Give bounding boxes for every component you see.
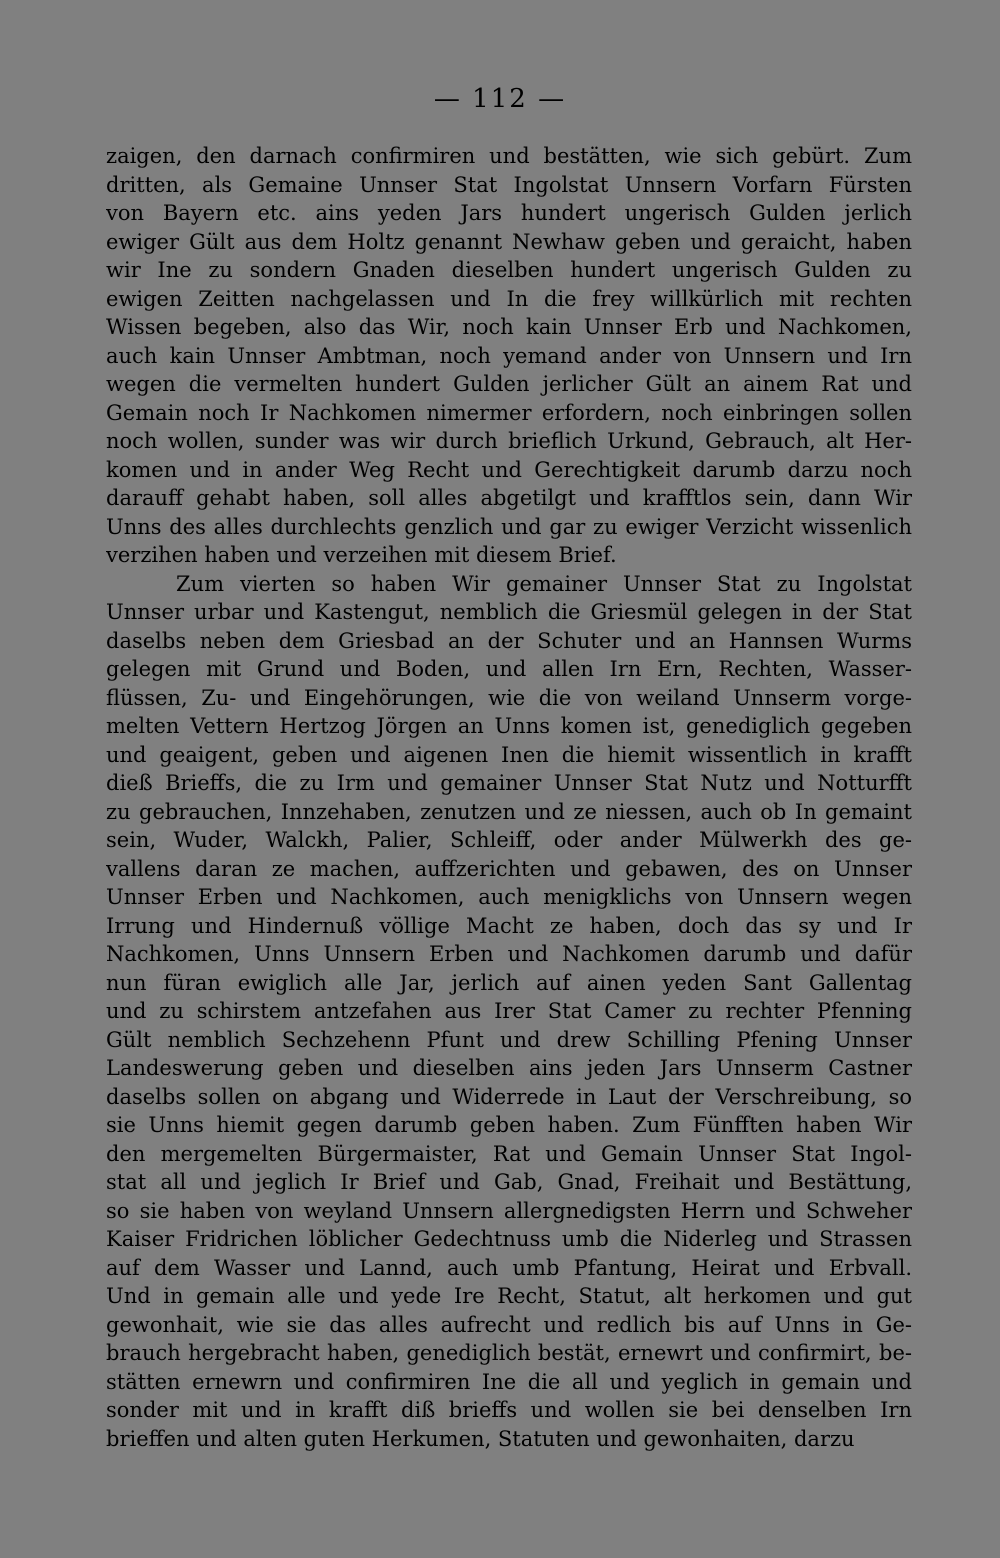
text-line: und geaigent, geben und aigenen Inen die hiemit wissentlich in krafft [106, 742, 912, 767]
text-line: darauff gehabt haben, soll alles abgetilgt und krafftlos sein, dann Wir [106, 486, 912, 510]
text-line: sein, Wuder, Walckh, Palier, Schleiff, oder ander Mülwerkh des ge- [106, 828, 912, 852]
text-line: Wissen begeben, also das Wir, noch kain Unnser Erb und Nachkomen, [106, 315, 912, 339]
text-line: brauch hergebracht haben, genediglich bestät, ernewrt und confirmirt, be- [106, 1341, 912, 1365]
text-line: vallens daran ze machen, auffzerichten und gebawen, des on Unnser [106, 856, 912, 881]
text-line: melten Vettern Hertzog Jörgen an Unns komen ist, genediglich gegeben [106, 714, 912, 738]
text-line: verzihen haben und verzeihen mit diesem Brief. [106, 543, 617, 567]
text-line: von Bayern etc. ains yeden Jars hundert ungerisch Gulden jerlich [106, 201, 912, 225]
text-line: sie Unns hiemit gegen darumb geben haben. Zum Fünfften haben Wir [106, 1113, 912, 1137]
text-line: Landeswerung geben und dieselben ains jeden Jars Unnserm Castner [106, 1056, 912, 1080]
text-line: Unnser urbar und Kastengut, nemblich die Griesmül gelegen in der Stat [106, 600, 912, 624]
text-line: sonder mit und in krafft diß brieffs und wollen sie bei denselben Irn [106, 1398, 912, 1422]
text-line: Gült nemblich Sechzehenn Pfunt und drew Schilling Pfening Unnser [106, 1027, 912, 1052]
text-line: dieß Brieffs, die zu Irm und gemainer Unnser Stat Nutz und Notturfft [106, 771, 912, 795]
text-line: gewonhait, wie sie das alles aufrecht und redlich bis auf Unns in Ge- [106, 1312, 912, 1337]
text-line: zaigen, den darnach confirmiren und bestätten, wie sich gebürt. Zum [106, 144, 912, 168]
text-line: den mergemelten Bürgermaister, Rat und Gemain Unnser Stat Ingol- [106, 1141, 912, 1166]
text-line: noch wollen, sunder was wir durch brieflich Urkund, Gebrauch, alt Her- [106, 429, 912, 453]
text-line: gelegen mit Grund und Boden, und allen Irn Ern, Rechten, Wasser- [106, 657, 912, 681]
body-text [106, 142, 912, 1453]
text-line: und zu schirstem antzefahen aus Irer Stat Camer zu rechter Pfenning [106, 999, 912, 1023]
text-line: ewiger Gült aus dem Holtz genannt Newhaw geben und geraicht, haben [106, 229, 912, 254]
text-line: Nachkomen, Unns Unnsern Erben und Nachkomen darumb und dafür [106, 942, 912, 966]
text-line: daselbs neben dem Griesbad an der Schuter und an Hannsen Wurms [106, 628, 912, 653]
text-line: Zum vierten so haben Wir gemainer Unnser Stat zu Ingolstat [176, 571, 912, 596]
text-line: daselbs sollen on abgang und Widerrede in Laut der Verschreibung, so [106, 1084, 912, 1109]
text-line: flüssen, Zu- und Eingehörungen, wie die von weiland Unnserm vorge- [106, 685, 912, 710]
text-line: stat all und jeglich Ir Brief und Gab, Gnad, Freihait und Bestättung, [106, 1170, 912, 1194]
text-line: Unns des alles durchlechts genzlich und gar zu ewiger Verzicht wissenlich [106, 514, 912, 539]
text-line: Unnser Erben und Nachkomen, auch menigklichs von Unnsern wegen [106, 885, 912, 909]
text-line: wegen die vermelten hundert Gulden jerlicher Gült an ainem Rat und [106, 372, 912, 396]
text-line: ewigen Zeitten nachgelassen und In die frey willkürlich mit rechten [106, 286, 912, 311]
text-line: komen und in ander Weg Recht und Gerechtigkeit darumb darzu noch [106, 457, 912, 482]
text-line: Gemain noch Ir Nachkomen nimermer erfordern, noch einbringen sollen [106, 400, 912, 425]
text-line: nun füran ewiglich alle Jar, jerlich auf ainen yeden Sant Gallentag [106, 970, 912, 995]
text-line: Und in gemain alle und yede Ire Recht, Statut, alt herkomen und gut [106, 1284, 912, 1308]
text-line: stätten ernewrn und confirmiren Ine die all und yeglich in gemain und [106, 1369, 912, 1394]
text-line: zu gebrauchen, Innzehaben, zenutzen und ze niessen, auch ob In gemaint [106, 799, 912, 824]
page-number: — 112 — [433, 84, 567, 114]
text-line: wir Ine zu sondern Gnaden dieselben hundert ungerisch Gulden zu [106, 258, 912, 282]
text-line: Kaiser Fridrichen löblicher Gedechtnuss umb die Niderleg und Strassen [106, 1227, 912, 1251]
text-line: brieffen und alten guten Herkumen, Statuten und gewonhaiten, darzu [106, 1426, 855, 1451]
text-line: auf dem Wasser und Lannd, auch umb Pfantung, Heirat und Erbvall. [106, 1255, 912, 1280]
text-line: auch kain Unnser Ambtman, noch yemand ander von Unnsern und Irn [106, 343, 912, 368]
text-line: so sie haben von weyland Unnsern allergnedigsten Herrn und Schweher [106, 1198, 912, 1223]
text-line: Irrung und Hindernuß völlige Macht ze haben, doch das sy und Ir [106, 913, 912, 938]
text-line: dritten, als Gemaine Unnser Stat Ingolstat Unnsern Vorfarn Fürsten [106, 172, 912, 197]
